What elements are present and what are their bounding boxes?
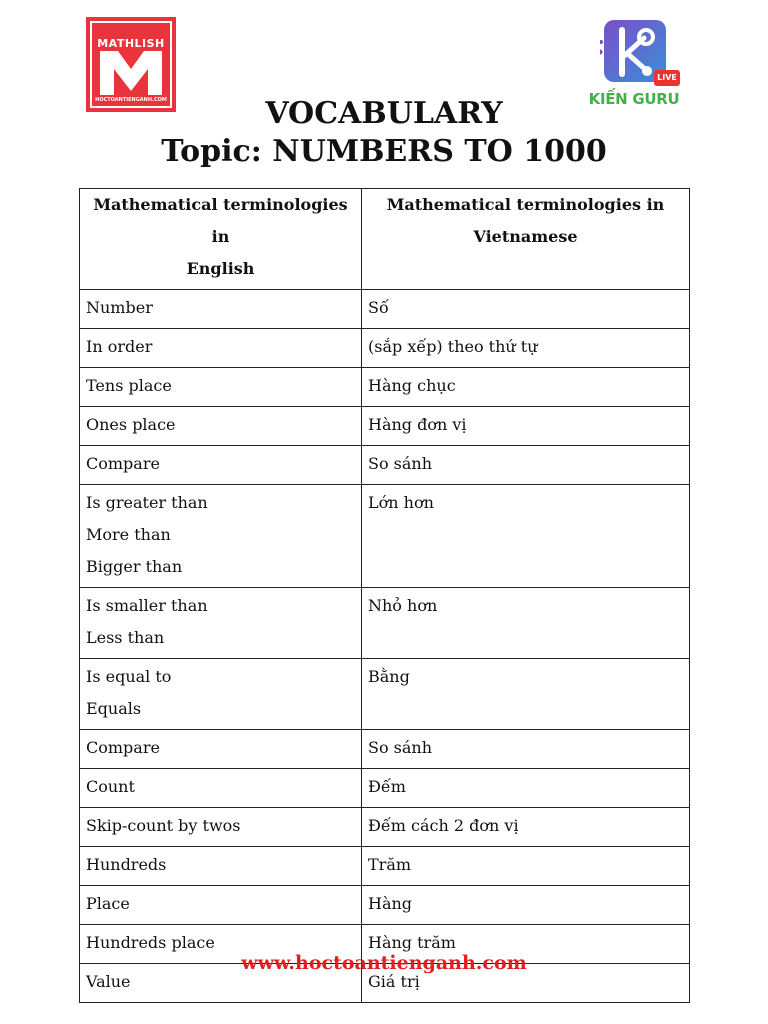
cell-english — [80, 659, 362, 730]
cell-english — [80, 368, 362, 407]
cell-vietnamese — [362, 588, 690, 659]
cell-text: So sánh — [368, 454, 433, 473]
cell-text: Is smaller than — [86, 596, 208, 615]
table-row — [80, 290, 690, 329]
kien-guru-name: KIẾN GURU — [588, 90, 680, 108]
cell-text: Less than — [86, 628, 165, 647]
table-row — [80, 808, 690, 847]
mathlish-m-icon — [98, 51, 164, 95]
page-subtitle: Topic: NUMBERS TO 1000 — [161, 134, 607, 169]
cell-text: Skip-count by twos — [86, 816, 241, 835]
cell-vietnamese — [362, 485, 690, 588]
mathlish-logo-site: HOCTOANTIENGANH.COM — [95, 97, 167, 103]
cell-text: Equals — [86, 699, 142, 718]
cell-text: Hundreds place — [86, 933, 215, 952]
cell-text: Is equal to — [86, 667, 172, 686]
cell-vietnamese — [362, 769, 690, 808]
cell-english — [80, 446, 362, 485]
cell-text: Bigger than — [86, 557, 183, 576]
cell-english — [80, 886, 362, 925]
cell-text: Số — [368, 298, 389, 317]
header-english-line: Mathematical terminologies in — [93, 195, 348, 246]
cell-text: Value — [86, 972, 131, 991]
table-row — [80, 485, 690, 588]
cell-vietnamese — [362, 290, 690, 329]
header-vietnamese — [362, 189, 690, 290]
cell-english — [80, 588, 362, 659]
cell-english — [80, 290, 362, 329]
table-row — [80, 446, 690, 485]
cell-english — [80, 769, 362, 808]
header-english-line: English — [186, 259, 255, 278]
table-row — [80, 588, 690, 659]
cell-text: Compare — [86, 738, 160, 757]
cell-vietnamese — [362, 730, 690, 769]
cell-english — [80, 808, 362, 847]
cell-vietnamese — [362, 808, 690, 847]
table-row — [80, 329, 690, 368]
cell-text: Hundreds — [86, 855, 167, 874]
cell-english — [80, 329, 362, 368]
page-title: VOCABULARY — [265, 96, 503, 131]
cell-text: Bằng — [368, 667, 410, 686]
cell-english — [80, 730, 362, 769]
cell-text: Place — [86, 894, 130, 913]
mathlish-logo-brand: MATHLISH — [97, 37, 165, 50]
cell-vietnamese — [362, 446, 690, 485]
cell-text: Hàng trăm — [368, 933, 456, 952]
cell-vietnamese — [362, 329, 690, 368]
cell-vietnamese — [362, 407, 690, 446]
table-row — [80, 368, 690, 407]
cell-english — [80, 407, 362, 446]
cell-text: Count — [86, 777, 135, 796]
cell-text: Đếm — [368, 777, 406, 796]
header-vietnamese-line: Vietnamese — [473, 227, 578, 246]
footer-url: www.hoctoantienganh.com — [241, 952, 527, 974]
header-vietnamese-line: Mathematical terminologies in — [386, 195, 665, 214]
cell-vietnamese — [362, 659, 690, 730]
vocabulary-table — [79, 188, 690, 1003]
cell-text: More than — [86, 525, 171, 544]
cell-text: Compare — [86, 454, 160, 473]
cell-text: Nhỏ hơn — [368, 596, 438, 615]
cell-text: Trăm — [368, 855, 412, 874]
cell-text: Hàng đơn vị — [368, 415, 467, 434]
live-badge: LIVE — [654, 70, 680, 86]
cell-vietnamese — [362, 886, 690, 925]
cell-text: Is greater than — [86, 493, 208, 512]
table-row — [80, 769, 690, 808]
table-header-row — [80, 189, 690, 290]
cell-vietnamese — [362, 368, 690, 407]
cell-english — [80, 847, 362, 886]
cell-text: Hàng — [368, 894, 413, 913]
table-row — [80, 886, 690, 925]
cell-text: Giá trị — [368, 972, 420, 991]
cell-english — [80, 485, 362, 588]
cell-text: Lớn hơn — [368, 493, 434, 512]
cell-text: (sắp xếp) theo thứ tự — [368, 337, 538, 356]
cell-text: Ones place — [86, 415, 176, 434]
cell-text: So sánh — [368, 738, 433, 757]
cell-text: Đếm cách 2 đơn vị — [368, 816, 519, 835]
cell-text: In order — [86, 337, 153, 356]
table-row — [80, 659, 690, 730]
cell-text: Hàng chục — [368, 376, 456, 395]
header-english — [80, 189, 362, 290]
cell-text: Tens place — [86, 376, 172, 395]
cell-vietnamese — [362, 847, 690, 886]
table-row — [80, 407, 690, 446]
table-row — [80, 730, 690, 769]
table-row — [80, 847, 690, 886]
cell-text: Number — [86, 298, 153, 317]
